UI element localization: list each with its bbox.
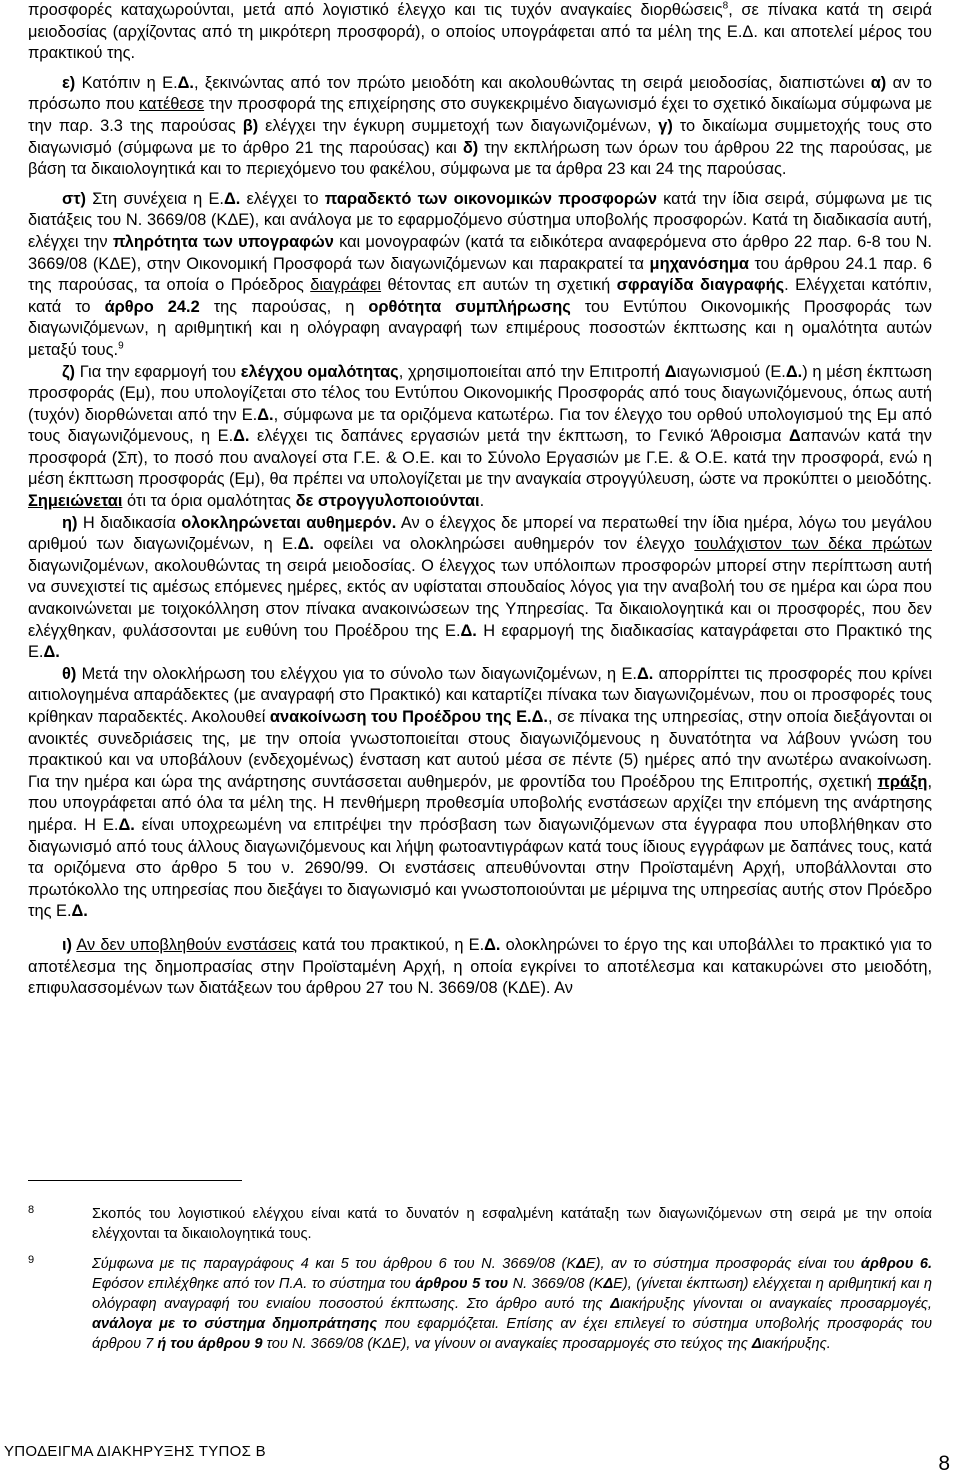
text-run-bold: Δ. <box>257 405 274 424</box>
text-run: απανών κατά την προσφορά (Σπ), το ποσό που αναλογεί στα Γ.Ε. & Ο.Ε. και το Σύνολο Εργασιών με Γ.Ε. & Ο.Ε. κατά την προσφορά, ενώ η μέση έκπτωση προσφοράς (Εμ), θα πρέπει να υπολογίζεται με την αναγκαία στρογγύλευση, ώστε να προκύπτει ο μειοδότης. <box>28 427 932 489</box>
text-run: Εφόσον επιλέχθηκε από τον Π.Α. το σύστημα του <box>92 1276 416 1292</box>
text-run-bold: Δ. <box>785 362 803 381</box>
text-run-bold: άρθρου 5 του <box>415 1276 509 1292</box>
footnote-8 <box>28 1204 932 1244</box>
text-run: Αν ο έλεγχος δε μπορεί να περατωθεί την ίδια ημέρα, λόγω του μεγάλου αριθμού των διαγωνιζομένων, η Ε. <box>28 513 932 554</box>
text-run: Στη συνέχεια η Ε. <box>86 189 224 208</box>
text-run: . <box>479 492 485 511</box>
text-run-bold: Δ. <box>484 935 501 954</box>
text-run: ελέγχει το <box>240 189 325 208</box>
paragraph-st <box>28 189 932 362</box>
text-run: Η εφαρμογή της διαδικασίας καταγράφεται στο Πρακτικό της Ε. <box>28 621 932 662</box>
text-run-bold: Δ. <box>233 427 250 446</box>
paragraph-h <box>28 513 932 664</box>
page-number: 8 <box>938 1452 950 1475</box>
text-run: το δικαίωμα συμμετοχής τους στο διαγωνισμό (σύμφωνα με το άρθρο 21 της παρούσας) και <box>28 116 932 157</box>
text-run: την προσφορά της επιχείρησης στο συγκεκριμένο διαγωνισμό έχει το σχετικό δικαίωμα σύμφωνα με την παρ. 3.3 της παρούσας <box>28 95 932 135</box>
paragraph-z <box>28 362 932 513</box>
footnote-9 <box>28 1254 932 1354</box>
text-run: απορρίπτει τις προσφορές που κρίνει αιτιολογημένα απαράδεκτες (με αναγραφή στο Πρακτικό) και καταρτίζει πίνακα των διαγωνιζομένων, που οι προσφορές τους κρίθηκαν παραδεκτές. Ακολουθεί <box>28 664 932 726</box>
text-run: της παρούσας, η <box>199 297 369 316</box>
text-run-bold: σφραγίδα διαγραφής <box>616 276 785 295</box>
text-run-bold: δε στρογγυλοποιούνται <box>295 492 480 511</box>
text-run-bold: ελέγχου ομαλότητας <box>240 362 399 381</box>
footer-title: ΥΠΟΔΕΙΓΜΑ ΔΙΑΚΗΡΥΞΗΣ ΤΥΠΟΣ Β <box>4 1443 266 1460</box>
footnote-separator <box>28 1180 242 1181</box>
item-label-z: ζ) <box>62 362 76 381</box>
text-run-bold: Δ <box>789 427 801 446</box>
text-run: ότι τα όρια ομαλότητας <box>122 492 296 511</box>
text-run: , ξεκινώντας από τον πρώτο μειοδότη και ακολουθώντας τη σειρά μειοδοσίας, διαπιστώνει <box>193 73 871 92</box>
text-run-bold: Δ. <box>177 73 194 92</box>
text-run-bold: ή του άρθρου 9 <box>157 1336 263 1352</box>
text-run-bold: Δ. <box>43 643 60 662</box>
text-run: του άρθρου 24.1 παρ. 6 της παρούσας, τα οποία ο Πρόεδρος <box>28 254 932 295</box>
text-run-bold: Δ <box>664 362 677 381</box>
body-text <box>28 0 932 1000</box>
footnote-number: 9 <box>28 1254 35 1266</box>
paragraph-i <box>28 935 932 1000</box>
item-label-i: ι) <box>62 935 73 954</box>
text-run-bold: Δ. <box>636 664 654 683</box>
text-run: κατά την ίδια σειρά, σύμφωνα με τις διατάξεις του Ν. 3669/08 (ΚΔΕ), και ανάλογα με το εφαρμοζόμενο σύστημα υποβολής προσφορών. Κατά τη διαδικασία αυτή, ελέγχει την <box>28 189 932 251</box>
item-label-beta: β) <box>242 116 259 135</box>
text-run: αν το πρόσωπο που <box>28 73 933 114</box>
text-run-bold: ολοκληρώνεται αυθημερόν. <box>181 513 397 532</box>
text-run-bold: Δ <box>603 1276 614 1292</box>
footnote-number: 8 <box>28 1204 35 1216</box>
text-run: Σύμφωνα με τις παραγράφους 4 και 5 του άρθρου 6 του Ν. 3669/08 (Κ <box>92 1256 577 1272</box>
footnote-ref-8: 8 <box>722 0 729 12</box>
text-run-underlined: κατέθεσε <box>139 95 205 114</box>
text-run: είναι υποχρεωμένη να επιτρέψει την πρόσβαση των διαγωνιζόμενων στα έγγραφα που υποβλήθηκαν στο διαγωνισμό από τους άλλους διαγωνιζόμενους και λήψη φωτοαντιγράφων κατά τους ίδιους εγγράφων με δαπάνες τους, κατά τα οριζόμενα στο άρθρο 5 του ν. 2690/99. Οι ενστάσεις απευθύνονται στην Προϊσταμένη Αρχή, υποβάλλονται στο πρωτόκολλο της υπηρεσίας που διεξάγει το διαγωνισμό και γνωστοποιούνται με μέριμνα της υπηρεσίας αυτής στον Πρόεδρο της Ε. <box>28 815 932 921</box>
text-run: , που υπογράφεται από όλα τα μέλη της. Η πενθήμερη προθεσμία υποβολής ενστάσεων αρχίζει την επόμενη της ανάρτησης ημέρα. Η Ε. <box>28 772 932 834</box>
text-run: ) η μέση έκπτωση προσφοράς (Εμ), που υπολογίζεται στο τέλος του Εντύπου Οικονομικής Προσφοράς από τους διαγωνιζόμενους, όπως αυτή (τυχόν) διορθώνεται από την Ε. <box>28 362 932 424</box>
text-run: , σύμφωνα με τα οριζόμενα κατωτέρω. Για τον έλεγχο του ορθού υπολογισμού της Εμ από τους διαγωνιζόμενους, η Ε. <box>28 405 933 446</box>
text-run-bold: Δ <box>610 1296 621 1312</box>
item-label-delta: δ) <box>462 138 479 157</box>
text-run-bold: Δ. <box>71 902 88 921</box>
text-run: Ε), αν το σύστημα προσφοράς είναι του <box>585 1256 861 1272</box>
paragraph-e <box>28 73 932 181</box>
text-run-bold: ανακοίνωση του Προέδρου της Ε.Δ. <box>269 708 548 726</box>
text-run: προσφορές καταχωρούνται, μετά από λογιστικό έλεγχο και τις τυχόν αναγκαίες διορθώσεις <box>28 1 723 19</box>
paragraph-intro <box>28 0 932 65</box>
text-run-bold: άρθρο 24.2 <box>104 297 200 316</box>
text-run: Ν. 3669/08 (Κ <box>508 1276 604 1292</box>
item-label-st: στ) <box>62 189 86 208</box>
text-run-bold: Δ. <box>460 621 477 640</box>
text-run: Ε), (γίνεται έκπτωση) ελέγχεται η αριθμητική και η ολόγραφη αναγραφή του ενιαίου ποσοστού έκπτωσης. Στο άρθρο αυτό της <box>92 1276 932 1312</box>
item-label-alpha: α) <box>870 73 887 92</box>
text-run: ολοκληρώνει το έργο της και υποβάλλει το πρακτικό για το αποτέλεσμα της δημοπρασίας στην Προϊσταμένη Αρχή, η οποία εγκρίνει το αποτέλεσμα και κατακυρώνει στο μειοδότη, επιφυλασσομένων των διατάξεων του άρθρου 27 του Ν. 3669/08 (ΚΔΕ). Αν <box>28 935 932 998</box>
text-run: θέτοντας επ αυτών τη σχετική <box>381 276 617 295</box>
text-run: ιαγωνισμού (Ε. <box>676 362 786 381</box>
text-run-bold: Δ <box>751 1336 762 1352</box>
text-run: διαγωνιζομένων, ακολουθώντας τη σειρά μειοδοσίας. Ο έλεγχος των υπόλοιπων προσφορών μπορεί στην περίπτωση αυτή να συνεχιστεί τις αμέσως επόμενες ημέρες, εκτός αν υφίσταται σπουδαίος λόγος για την αναβολή του σε ημέρα και ώρα που ανακοινώνεται με τοιχοκόλληση στον πίνακα ανακοινώσεων της Υπηρεσίας. Τα δικαιολογητικά και οι προσφορές, που δεν ελέγχθηκαν, φυλάσσονται με ευθύνη του Προέδρου της Ε. <box>28 556 932 640</box>
text-run: του Ν. 3669/08 (ΚΔΕ), να γίνουν οι αναγκαίες προσαρμογές στο τεύχος της <box>262 1336 752 1352</box>
item-label-e: ε) <box>62 73 76 92</box>
text-run-bold: πληρότητα των υπογραφών <box>112 232 334 251</box>
footnote-text: Σκοπός του λογιστικού ελέγχου είναι κατά το δυνατόν η εσφαλμένη κατάταξη των διαγωνιζόμενων στη σειρά με την οποία ελέγχονται τα δικαιολογητικά τους. <box>92 1206 932 1242</box>
text-run-bold: Δ. <box>297 535 314 554</box>
text-run: ιακήρυξης γίνονται οι αναγκαίες προσαρμογές, <box>620 1296 932 1312</box>
item-label-th: θ) <box>62 664 77 683</box>
text-run: Για την εφαρμογή του <box>75 362 241 381</box>
text-run-bold: Δ. <box>223 189 241 208</box>
text-run: οφείλει να ολοκληρώσει αυθημερόν τον έλεγχο <box>314 535 695 554</box>
text-run-bold: παραδεκτό των οικονομικών προσφορών <box>324 189 657 208</box>
text-run: ελέγχει την έγκυρη συμμετοχή των διαγωνιζομένων, <box>258 116 659 135</box>
text-run: . Ελέγχεται κατόπιν, κατά το <box>28 276 932 316</box>
text-run: την εκπλήρωση των όρων του άρθρου 22 της παρούσας, με βάση τα δικαιολογητικά και το περιεχόμενο του φακέλου, σύμφωνα με τα άρθρα 23 και 24 της παρούσας. <box>28 138 933 179</box>
text-run-underlined: διαγράφει <box>310 276 382 295</box>
text-run: , σε πίνακα της υπηρεσίας, στην οποία διεξάγονται οι ανοικτές συνεδριάσεις της, με την οποία γνωστοποιείται στους διαγωνιζόμενους η δυνατότητα να λάβουν γνώση του πρακτικού και να υποβάλουν (ενδεχομένως) ένσταση κατ αυτού μέσα σε πέντε (5) ημέρες από την ανωτέρω ανακοίνωση. Για την ημέρα και ώρα της ανάρτησης συντάσσεται αυθημερόν, με φροντίδα του Προέδρου της Επιτροπής, σχετική <box>28 708 932 791</box>
paragraph-th <box>28 664 932 923</box>
text-run: που εφαρμόζεται. Επίσης αν έχει επιλεγεί το σύστημα υποβολής προσφοράς του άρθρου 7 <box>92 1316 933 1352</box>
text-run-bold-underlined: Σημειώνεται <box>28 492 123 511</box>
item-label-gamma: γ) <box>658 116 673 135</box>
text-run: , σε πίνακα κατά τη σειρά μειοδοσίας (αρχίζοντας από τη μικρότερη προσφορά), ο οποίος υπογράφεται από τα μέλη της Ε.Δ. και αποτελεί μέρος του πρακτικού της. <box>28 1 932 63</box>
text-run-bold: ανάλογα με το σύστημα δημοπράτησης <box>92 1316 378 1332</box>
text-run: Κατόπιν η Ε. <box>75 73 178 92</box>
text-run-underlined: τουλάχιστον των δέκα πρώτων <box>694 535 932 554</box>
text-run: Μετά την ολοκλήρωση του ελέγχου για το σύνολο των διαγωνιζομένων, η Ε. <box>76 664 637 683</box>
text-run-underlined: Αν δεν υποβληθούν ενστάσεις <box>76 935 297 954</box>
footnote-text <box>92 1254 932 1354</box>
text-run: κατά του πρακτικού, η Ε. <box>296 935 485 954</box>
text-run-bold: ορθότητα συμπλήρωσης <box>368 297 571 316</box>
text-run: και μονογραφών (κατά τα ειδικότερα αναφερόμενα στο άρθρο 22 παρ. 6-8 του Ν. 3669/08 (ΚΔΕ), στην Οικονομική Προσφορά των διαγωνιζόμενων και παρακρατεί τα <box>28 232 932 273</box>
text-run: , χρησιμοποιείται από την Επιτροπή <box>398 362 665 381</box>
footnotes <box>28 1204 932 1364</box>
text-run: ιακήρυξης. <box>761 1336 831 1352</box>
text-run: του Εντύπου Οικονομικής Προσφοράς των διαγωνιζόμενων, η αριθμητική και η ολόγραφη αναγραφή των επιμέρους ποσοστών έκπτωσης και η ομαλότητα αυτών μεταξύ τους. <box>28 297 932 359</box>
text-run: ελέγχει τις δαπάνες εργασιών μετά την έκπτωση, το Γενικό Άθροισμα <box>249 427 790 446</box>
text-run-bold: Δ. <box>118 815 135 834</box>
text-run-bold: άρθρου 6. <box>860 1256 932 1272</box>
text-run: Η διαδικασία <box>77 513 182 532</box>
text-run-bold-underlined: πράξη <box>877 772 928 791</box>
text-run-bold: μηχανόσημα <box>649 254 749 273</box>
text-run-bold: Δ <box>576 1256 586 1272</box>
item-label-h: η) <box>62 513 78 532</box>
footnote-ref-9: 9 <box>118 340 124 352</box>
